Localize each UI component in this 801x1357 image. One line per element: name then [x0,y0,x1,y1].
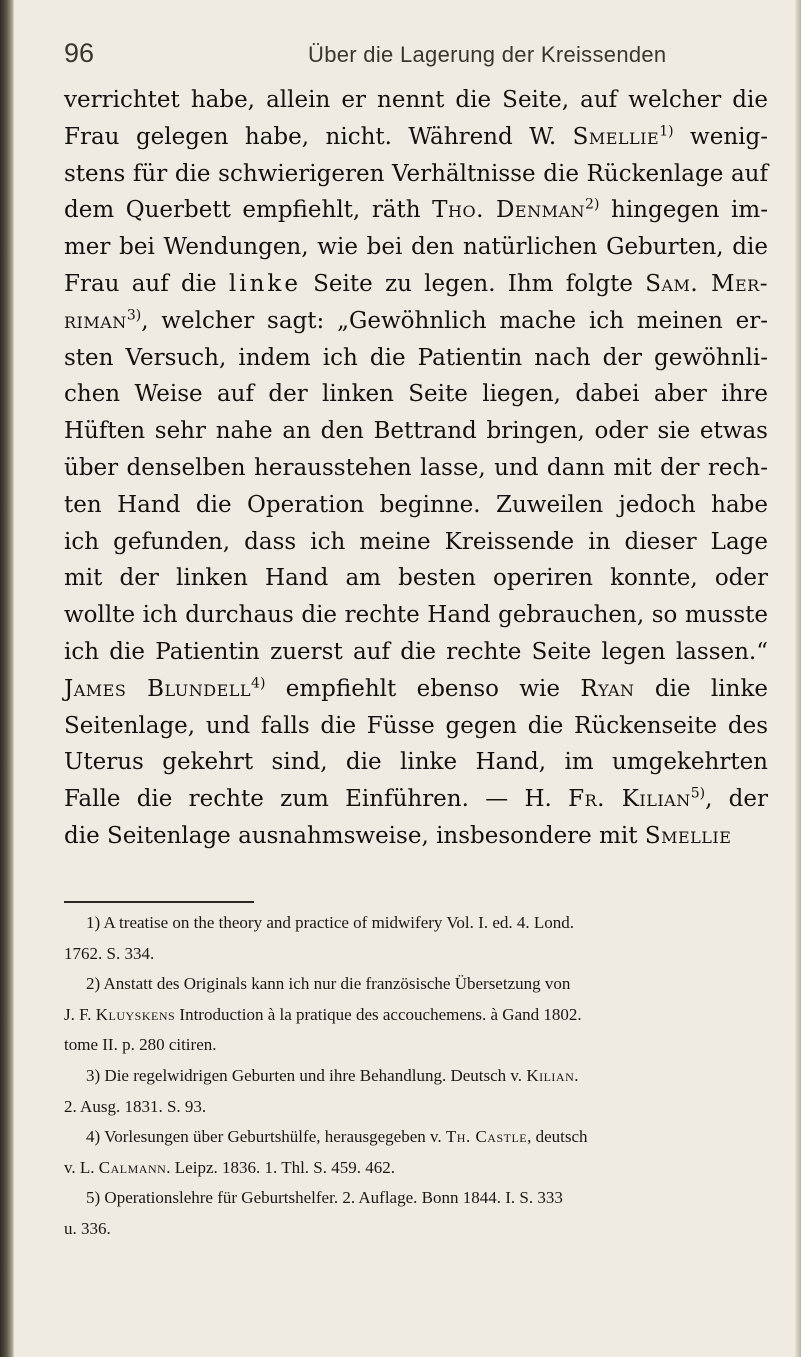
text-run: v. L. [64,1157,99,1177]
text-run: Seite zu legen. Ihm folgte [300,270,646,297]
footnote-reference: 4) [251,675,266,692]
footnote-rule [64,901,254,903]
text-line [64,413,768,450]
author-name: Smellie [644,822,732,849]
text-run: . Leipz. 1836. 1. Thl. S. 459. 462. [166,1157,395,1177]
running-title: Über die Lagerung der Kreissenden [308,42,667,67]
footnote-line [64,1153,768,1184]
text-run: 2) Anstatt des Originals kann ich nur die französische Übersetzung von [86,974,571,994]
text-line [64,744,768,781]
author-name: Tho. Denman [432,197,586,224]
author-name: Th. Castle [445,1127,528,1147]
text-run: u. 336. [64,1218,111,1238]
footnote-line [64,1122,768,1153]
text-run: Frau gelegen habe, nicht. Während W. [64,123,573,150]
text-run: 5) Operationslehre für Geburtshelfer. 2. Auflage. Bonn 1844. I. S. 333 [86,1188,563,1208]
author-name: Smellie [572,123,660,150]
author-name: riman [64,307,127,334]
text-line [64,229,768,266]
text-line [64,487,768,524]
text-line [64,119,768,156]
text-run: Uterus gekehrt sind, die linke Hand, im umgekehrten [64,749,768,776]
text-run: ten Hand die Operation beginne. Zuweilen jedoch habe [64,491,768,518]
text-run: 3) Die regelwidrigen Geburten und ihre Behandlung. Deutsch v. [86,1065,527,1085]
text-line [64,708,768,745]
text-line [64,524,768,561]
footnote-line [64,1214,768,1245]
text-run: Hüften sehr nahe an den Bettrand bringen, oder sie etwas [64,418,768,445]
text-run: stens für die schwierigeren Verhältnisse die Rückenlage auf [64,160,768,187]
author-name: Sam. Mer- [645,270,768,297]
text-line [64,340,768,377]
text-run: , der [705,786,768,813]
text-run: Falle die rechte zum Einführen. — H. [64,786,569,813]
text-run: wenig- [673,123,768,150]
text-run: mer bei Wendungen, wie bei den natürlichen Geburten, die [64,234,768,261]
text-run: Introduction à la pratique des accouchemens. à Gand 1802. [175,1004,582,1024]
text-line [64,156,768,193]
text-line [64,266,768,303]
author-name: Kilian [526,1065,575,1085]
text-run: die Seitenlage ausnahmsweise, insbesondere mit [64,822,645,849]
footnote-reference: 5) [690,785,706,802]
text-line [64,376,768,413]
text-run: verrichtet habe, allein er nennt die Seite, auf welcher die [64,87,768,113]
body-text [64,82,768,855]
text-run: ich gefunden, dass ich meine Kreissende in dieser Lage [64,528,768,555]
text-run: , deutsch [527,1127,588,1147]
text-run: 4) Vorlesungen über Geburtshülfe, herausgegeben v. [86,1127,446,1147]
text-run: dem Querbett empfiehlt, räth [64,197,433,224]
text-run: J. F. [64,1004,96,1024]
text-run: die linke [634,675,768,702]
footnote-line [64,939,768,970]
footnote-reference: 3) [126,307,142,324]
author-name: Kluyskens [95,1004,176,1024]
text-run: hingegen im- [599,197,768,224]
text-run: Frau auf die [64,270,229,297]
text-run: ich die Patientin zuerst auf die rechte Seite legen lassen.“ [64,638,768,665]
text-run: . [574,1065,579,1085]
author-name: James Blundell [64,675,252,702]
author-name: Fr. Kilian [568,786,691,813]
text-line [64,450,768,487]
text-line [64,192,768,229]
text-line [64,818,768,855]
text-run: sten Versuch, indem ich die Patientin nach der gewöhnli- [64,344,768,371]
page-number: 96 [64,38,95,68]
footnote-line [64,1092,768,1123]
footnotes [64,908,768,1245]
text-run: über denselben herausstehen lasse, und dann mit der rech- [64,454,768,481]
text-run: tome II. p. 280 citiren. [64,1035,217,1055]
text-line [64,597,768,634]
text-run: chen Weise auf der linken Seite liegen, dabei aber ihre [64,381,768,408]
text-line [64,303,768,340]
text-line [64,82,768,119]
text-run: 1) A treatise on the theory and practice of midwifery Vol. I. ed. 4. Lond. [86,913,574,932]
text-run: Seitenlage, und falls die Füsse gegen die Rückenseite des [64,712,768,739]
page-header [64,38,764,78]
footnote-line [64,1000,768,1031]
text-run: 2. Ausg. 1831. S. 93. [64,1096,207,1116]
text-run: wollte ich durchaus die rechte Hand gebrauchen, so musste [64,602,768,629]
text-line [64,781,768,818]
emphasized-word: linke [228,270,301,297]
text-run: 1762. S. 334. [64,943,155,963]
text-line [64,671,768,708]
page-right-edge [795,0,801,1357]
author-name: Calmann [98,1157,167,1177]
text-run: empfiehlt ebenso wie [265,675,581,702]
text-line [64,634,768,671]
text-line [64,560,768,597]
footnote-line [64,1061,768,1092]
footnote-reference: 1) [659,123,674,140]
footnote-line [64,1030,768,1061]
book-binding-edge [0,0,14,1357]
text-run: mit der linken Hand am besten operiren konnte, oder [64,565,768,592]
footnote-line [64,1183,768,1214]
footnote-line [64,969,768,1000]
author-name: Ryan [580,675,635,702]
footnote-reference: 2) [585,196,600,213]
footnote-line [64,908,768,939]
text-run: , welcher sagt: „Gewöhnlich mache ich meinen er- [141,307,768,334]
